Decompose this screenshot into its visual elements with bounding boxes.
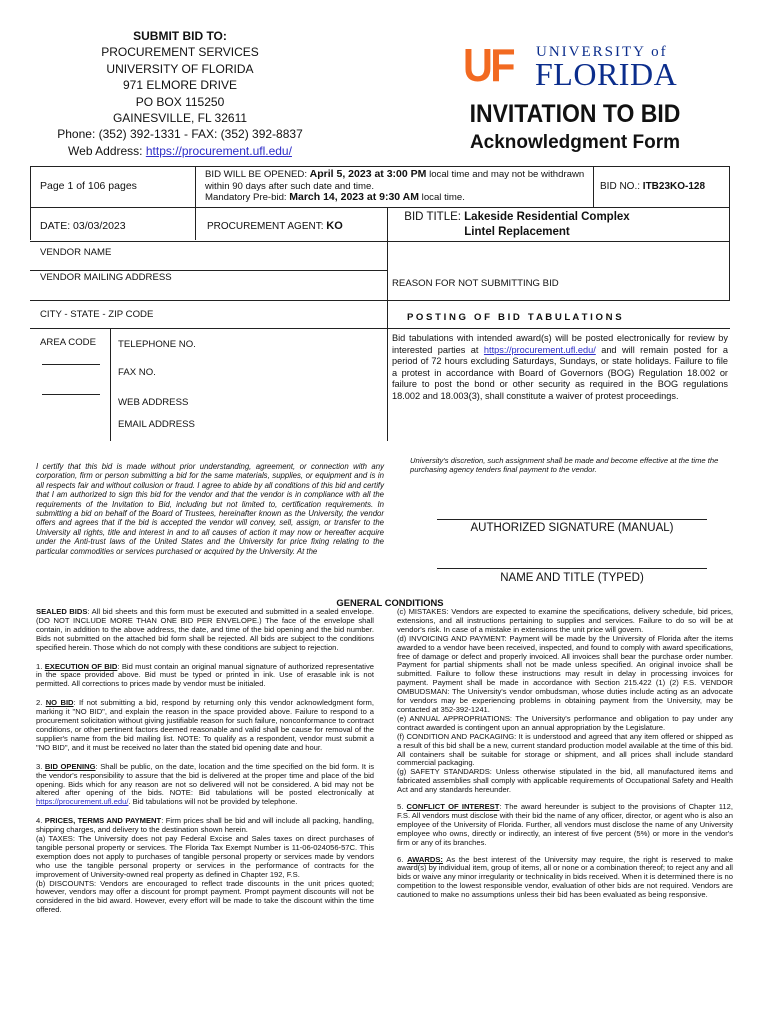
uf-logo bbox=[463, 39, 723, 92]
uf-monogram: UF bbox=[463, 39, 513, 91]
address-line: GAINESVILLE, FL 32611 bbox=[112, 111, 248, 126]
bid-opening-info: BID WILL BE OPENED: April 5, 2023 at 3:00 PM local time and may not be withdrawn within 90 days after such date and time. Mandatory Pre-bid: March 14, 2023 at 9:30 AM local time. bbox=[205, 168, 585, 203]
submit-to-heading: SUBMIT BID TO: bbox=[133, 29, 227, 43]
section-4e-appropriations: (e) ANNUAL APPROPRIATIONS: The University's performance and obligation to pay under any contract awarded is contingent upon an annual appropriation by the Legislature. bbox=[397, 713, 733, 732]
web-address-line bbox=[40, 143, 320, 159]
section-4: 4. PRICES, TERMS AND PAYMENT: Firm prices shall be bid and will include all packing, handling, shipping charges, and delivery to the destination shown herein. bbox=[36, 816, 374, 835]
certification-text: I certify that this bid is made without prior understanding, agreement, or connection with any corporation, firm or person submitting a bid for the same materials, supplies, or equipment and is in all respects fair and without collusion or fraud. I agree to abide by all conditions of this bid and certify that I am authorized to sign this bid for the vendor and that the vendor is in compliance with all the requirements of the Invitation to Bid, including but not limited to, certification requirements. In submitting a bid on behalf of the Board of Trustees, hereinafter known as the University, the vendor offers and agrees that if the bid is accepted the vendor will convey, sell, assign, or transfer to the University all rights, title and interest in and to all causes of action it may now or hereafter acquire under the Anti-trust laws of the United States and the University for price fixing relating to the particular commodities or services purchased or acquired by the University. At the bbox=[36, 462, 384, 556]
vendor-mailing-address-field[interactable]: VENDOR MAILING ADDRESS bbox=[40, 272, 172, 283]
reason-not-submitting-field[interactable]: REASON FOR NOT SUBMITTING BID bbox=[392, 278, 559, 289]
university-of-text: UNIVERSITY of bbox=[536, 44, 668, 60]
address-line: UNIVERSITY OF FLORIDA bbox=[106, 61, 254, 76]
posting-text: Bid tabulations with intended award(s) will be posted electronically for review by interested parties at https://procurement.ufl.edu/ and will remain posted for a period of 72 hours excluding Saturdays, Sundays, or state holidays. Failure to file a protest in accordance with Board of Governors (BOG) Regulation 18.002 or failure to post the bond or other security as required in the BOG regulations 18.002 and 18.003(3), shall constitute a waiver of protest proceedings. bbox=[392, 333, 729, 401]
section-5: 5. CONFLICT OF INTEREST: The award hereunder is subject to the provisions of Chapter 112, F.S. All vendors must disclose with their bid the name of any officer, director, or agent who is also an employee of the University of Florida. Further, all vendors must disclose the name of any University employee who owns, directly or indirectly, an interest of five percent (5%) or more in the vendor's firm or any of its branches. bbox=[397, 802, 733, 847]
procurement-link[interactable]: https://procurement.ufl.edu/ bbox=[145, 143, 292, 158]
general-conditions-heading: GENERAL CONDITIONS bbox=[336, 597, 444, 608]
section-4c-mistakes: (c) MISTAKES: Vendors are expected to examine the specifications, delivery schedule, bid prices, extensions, and all instructions pertaining to supplies and services. Failure to do so will be at vendor's risk. In case of a mistake in extensions the unit price will govern. bbox=[397, 607, 733, 634]
section-4a-taxes: (a) TAXES: The University does not pay Federal Excise and Sales taxes on direct purchases of tangible personal property or services. The Florida Tax Exempt Number is 11-06-024056-57C. This exemption does not apply to purchases of tangible personal property or services made by vendors who use the tangible personal property or services in the performance of contracts for the improvement of University-owned real property as defined in Chapter 192, F.S. bbox=[36, 834, 374, 879]
section-4g-safety: (g) SAFETY STANDARDS: Unless otherwise stipulated in the bid, all manufactured items and fabricated assemblies shall comply with applicable requirements of Occupational Safety and Health Act and any standards hereunder. bbox=[397, 767, 733, 795]
section-3: 3. BID OPENING: Shall be public, on the date, location and the time specified on the bid form. It is the vendor's responsibility to assure that the bid is delivered at the proper time and place of the bid opening. Bids which for any reason are not so delivered will not be considered. A bid may not be altered after opening of the bids. NOTE: Bid tabulations will be posted electronically at https://procurement.ufl.edu/. Bid tabulations will not be provided by telephone. bbox=[36, 761, 374, 807]
submit-address-block bbox=[40, 28, 320, 159]
bid-opening-date: April 5, 2023 at 3:00 PM bbox=[309, 168, 427, 180]
page-count: Page 1 of 106 pages bbox=[40, 180, 137, 192]
name-title-field[interactable]: NAME AND TITLE (TYPED) bbox=[500, 572, 644, 584]
section-4f-packaging: (f) CONDITION AND PACKAGING: It is understood and agreed that any item offered or shipped as a result of this bid shall be a new, current standard production model available at the time of this bid. All containers shall be suitable for storage or shipment, and all prices shall include standard commercial packaging. bbox=[397, 731, 734, 768]
section-4b-discounts: (b) DISCOUNTS: Vendors are encouraged to reflect trade discounts in the unit prices quoted; however, vendors may offer a discount for prompt payment. Prompt payment discounts will not be considered in the bid award. However, every effort will be made to take the discount within the time offered. bbox=[36, 878, 374, 915]
sealed-bids-section: SEALED BIDS: All bid sheets and this form must be executed and submitted in a sealed envelope. (DO NOT INCLUDE MORE THAN ONE BID PER ENVELOPE.) The face of the envelope shall contain, in addition to the above address, the date, and time of the bid opening and the bid number. Bids not submitted on the attached bid form shall be rejected. All bids are subject to the conditions specified herein. Those which do not comply with these conditions are subject to rejection. bbox=[36, 607, 374, 652]
bid-number: BID NO.: ITB23KO-128 bbox=[600, 181, 706, 192]
address-line: PROCUREMENT SERVICES bbox=[101, 45, 259, 60]
form-date: DATE: 03/03/2023 bbox=[40, 220, 126, 232]
fax-field[interactable]: FAX NO. bbox=[118, 367, 156, 378]
florida-text: FLORIDA bbox=[535, 56, 678, 92]
web-address-label: Web Address: bbox=[68, 143, 146, 158]
vendor-name-field[interactable]: VENDOR NAME bbox=[40, 247, 112, 258]
telephone-field[interactable]: TELEPHONE NO. bbox=[118, 339, 196, 350]
posting-heading: P O S T I N G O F B I D T A B U L A T I O N S bbox=[407, 312, 622, 323]
section-6: 6. AWARDS: As the best interest of the University may require, the right is reserved to make award(s) by individual item, group of items, all or none or a combination thereof; to reject any and all bids or waive any minor irregularity or technicality in bids received. When it is determined there is no competition to the lowest responsible vendor, evaluation of other bids are not required. Vendors are cautioned to make no assumptions unless their bid has been evaluated as being responsive. bbox=[397, 854, 733, 900]
email-address-field[interactable]: EMAIL ADDRESS bbox=[118, 419, 195, 430]
bid-tabulation-link[interactable]: https://procurement.ufl.edu/ bbox=[36, 797, 129, 807]
address-line: PO BOX 115250 bbox=[135, 94, 225, 109]
discretion-text: University's discretion, such assignment shall be made and become effective at the time the purchasing agency tenders final payment to the vendor. bbox=[410, 456, 719, 474]
area-code-field[interactable]: AREA CODE bbox=[40, 337, 96, 348]
bid-title: BID TITLE: Lakeside Residential Complex Lintel Replacement bbox=[404, 211, 630, 238]
section-2: 2. NO BID: If not submitting a bid, respond by returning only this vendor acknowledgment form, marking it "NO BID", and explain the reason in the space provided above. Failure to respond to a procurement solicitation without giving justifiable reason for such failure, nonconformance to contract conditions, or other pertinent factors deemed reasonable and valid shall be cause for removal of the supplier's name from the bid mailing list. NOTE: To qualify as a respondent, vendor must submit a "NO BID", and it must be received no later than the stated bid opening date and hour. bbox=[36, 698, 374, 752]
conditions-left-column bbox=[36, 608, 374, 921]
city-state-zip-field[interactable]: CITY - STATE - ZIP CODE bbox=[40, 309, 154, 320]
conditions-right-column bbox=[397, 608, 733, 906]
address-line: 971 ELMORE DRIVE bbox=[122, 78, 238, 93]
web-address-field[interactable]: WEB ADDRESS bbox=[118, 397, 189, 408]
procurement-agent: PROCUREMENT AGENT: KO bbox=[207, 220, 343, 232]
section-1: 1. EXECUTION OF BID: Bid must contain an original manual signature of authorized representative in the space provided above. Bid must be typed or printed in ink. Use of erasable ink is not permitted. All corrections to prices made by vendor must be initialed. bbox=[36, 661, 374, 689]
posting-link[interactable]: https://procurement.ufl.edu/ bbox=[483, 344, 596, 355]
section-4d-invoicing: (d) INVOICING AND PAYMENT: Payment will be made by the University of Florida after the items awarded to a vendor have been received, inspected, and found to comply with award specifications, free of damage or defect and properly invoiced. All invoices shall bear the purchase order number. Payment for partial shipments shall not be made unless specified. An original invoice shall be submitted. Failure to follow these instructions may result in delay in processing invoices for payment. Payment shall be made in accordance with Section 215.422 (1) (2) F.S. VENDOR OMBUDSMAN: The University's vendor ombudsman, whose duties include acting as an advocate for vendors may be experiencing problems in obtaining payment from the University, may be contacted at 352-392-1241. bbox=[397, 633, 733, 714]
phone-fax-line: Phone: (352) 392-1331 - FAX: (352) 392-8837 bbox=[57, 127, 303, 142]
document-subtitle: Acknowledgment Form bbox=[469, 132, 681, 153]
authorized-signature-field[interactable]: AUTHORIZED SIGNATURE (MANUAL) bbox=[470, 522, 674, 534]
prebid-date: March 14, 2023 at 9:30 AM bbox=[289, 191, 420, 203]
document-title: INVITATION TO BID bbox=[469, 100, 681, 128]
